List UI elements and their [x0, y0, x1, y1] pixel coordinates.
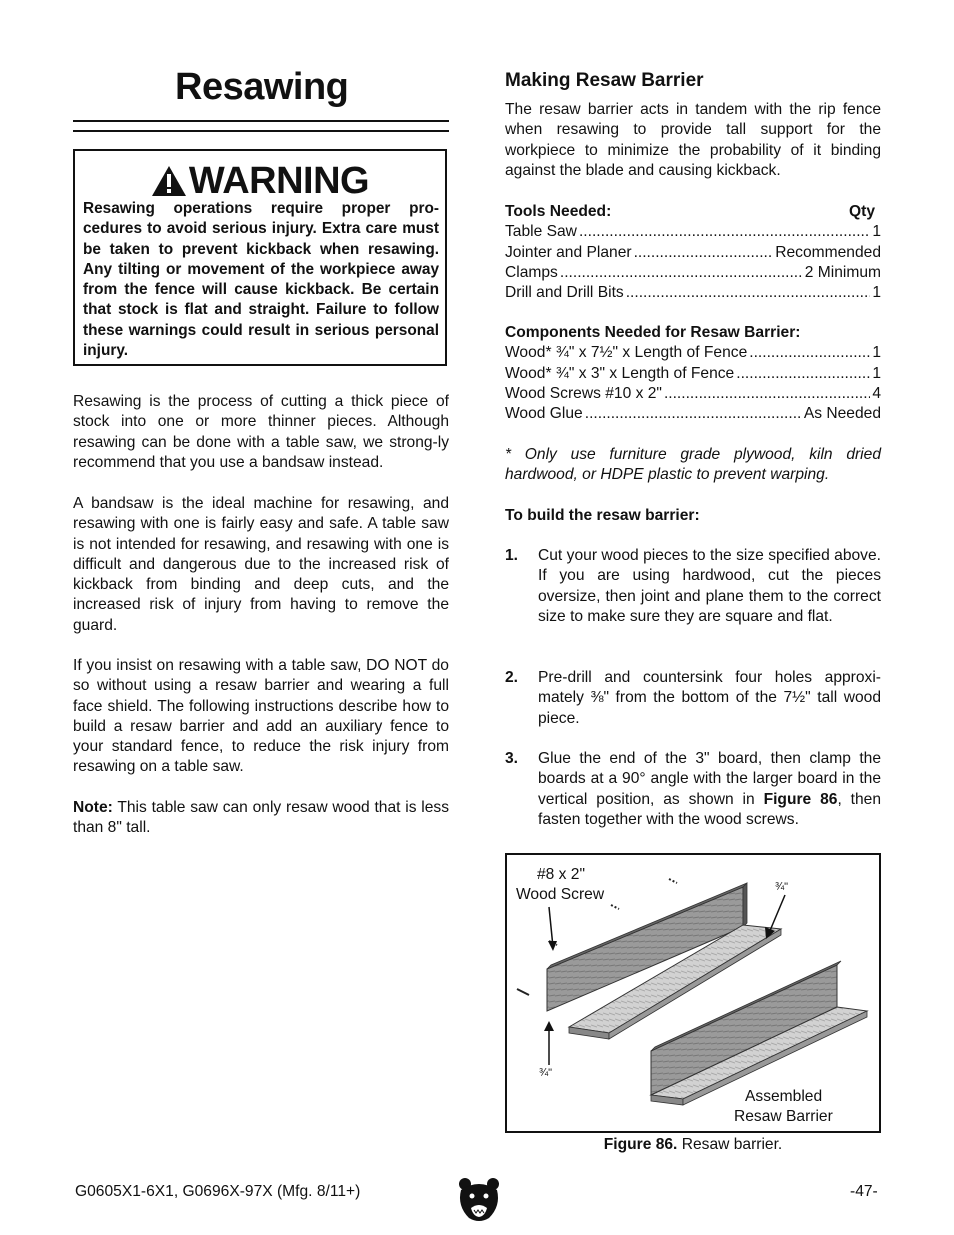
- step-text: Pre-drill and countersink four holes approxi-mately ⅜" from the bottom of the 7½" tall wood piece.: [538, 669, 881, 727]
- screw-icon: [611, 905, 619, 909]
- tools-qty-header: Qty: [849, 203, 875, 220]
- list-item: Clamps ..... 2 Minimum: [505, 263, 881, 283]
- label-wood-screw: Wood Screw: [516, 886, 605, 903]
- section-heading: Making Resaw Barrier: [505, 70, 704, 91]
- section-intro: The resaw barrier acts in tandem with the rip fence when resawing to provide tall support for the workpiece to minimize the probability of it binding against the blade and causing kickback.: [505, 101, 881, 179]
- list-item: Wood* ¾" x 7½" x Length of Fence ..... 1: [505, 343, 881, 363]
- list-item: Table Saw ..... 1: [505, 222, 881, 242]
- figure-86: [505, 853, 881, 1133]
- list-item: Wood Glue ..... As Needed: [505, 404, 881, 424]
- footer-model: G0605X1-6X1, G0696X-97X (Mfg. 8/11+): [75, 1183, 361, 1200]
- warning-text: Resawing operations require proper pro-cedures to avoid serious injury. Extra care must be taken to prevent kickback when resawing. Any tilting or movement of the workpiece away from the fence will cause kickback. Be certain that stock is flat and straight. Failure to follow these warnings could result in serious personal injury.: [83, 200, 439, 360]
- intro-paragraph-2: A bandsaw is the ideal machine for resawing, and resawing with one is fairly easy and safe. A table saw is not intended for resawing, and resawing with one is difficult and dangerous due to the increased risk of kickback from binding and deep cuts, and the increased risk of injury from having to remove the guard.: [73, 495, 449, 634]
- step-text: Cut your wood pieces to the size specified above. If you are using hardwood, cut the pieces oversize, then joint and plane them to the correct size to make sure they are square and flat.: [538, 547, 881, 625]
- screw-icon: [669, 879, 677, 883]
- tools-header-row: [505, 202, 881, 222]
- tools-list: [505, 202, 881, 303]
- label-screw-size: #8 x 2": [537, 866, 586, 883]
- warning-heading-text: WARNING: [188, 160, 370, 202]
- page-title: Resawing: [175, 66, 349, 108]
- note-text: This table saw can only resaw wood that is less than 8" tall.: [73, 799, 449, 837]
- warning-triangle-icon: [151, 165, 187, 197]
- step-number: 3.: [505, 750, 519, 767]
- label-thickness-top: ¾": [775, 881, 789, 893]
- list-item: Jointer and Planer ..... Recommended: [505, 243, 881, 263]
- components-list: [505, 323, 881, 424]
- title-rule-top: [73, 120, 449, 122]
- note-paragraph: [73, 798, 449, 839]
- build-header: To build the resaw barrier:: [505, 507, 700, 524]
- title-rule-bottom: [73, 130, 449, 132]
- footnote: * Only use furniture grade plywood, kiln dried hardwood, or HDPE plastic to prevent warping.: [505, 446, 881, 484]
- screw-icon: [517, 989, 529, 995]
- label-resaw-barrier: Resaw Barrier: [734, 1108, 833, 1125]
- figure-reference: Figure 86: [763, 790, 838, 808]
- intro-paragraph-3: If you insist on resawing with a table saw, DO NOT do so without using a resaw barrier and wearing a full face shield. The following instructions describe how to build a resaw barrier and add an auxiliary fence to your standard fence, to reduce the risk injury from resawing on a table saw.: [73, 657, 449, 776]
- list-item: Drill and Drill Bits ..... 1: [505, 283, 881, 303]
- label-assembled: Assembled: [745, 1088, 823, 1105]
- bear-head-icon: [457, 1176, 501, 1224]
- list-item: Wood* ¾" x 3" x Length of Fence ..... 1: [505, 364, 881, 384]
- step-text: Glue the end of the 3" board, then clamp the boards at a 90° angle with the larger board in the vertical position, as shown in Figure 86, then fasten together with the wood screws.: [538, 750, 881, 828]
- step-number: 2.: [505, 669, 519, 686]
- step-number: 1.: [505, 547, 519, 564]
- note-label: Note:: [73, 799, 113, 816]
- warning-box: [73, 149, 447, 366]
- intro-paragraph-1: Resawing is the process of cutting a thick piece of stock into one or more thinner pieces. Although resawing can be done with a table saw, we strong-ly recommend that you use a bandsaw instead.: [73, 393, 449, 471]
- label-thickness-bottom: ¾": [539, 1067, 553, 1079]
- tools-header: Tools Needed:: [505, 203, 612, 220]
- warning-heading: [75, 161, 445, 201]
- footer-page-number: -47-: [850, 1183, 878, 1200]
- components-header: Components Needed for Resaw Barrier:: [505, 324, 801, 341]
- figure-caption: Figure 86. Resaw barrier.: [603, 1136, 783, 1153]
- list-item: Wood Screws #10 x 2" ..... 4: [505, 384, 881, 404]
